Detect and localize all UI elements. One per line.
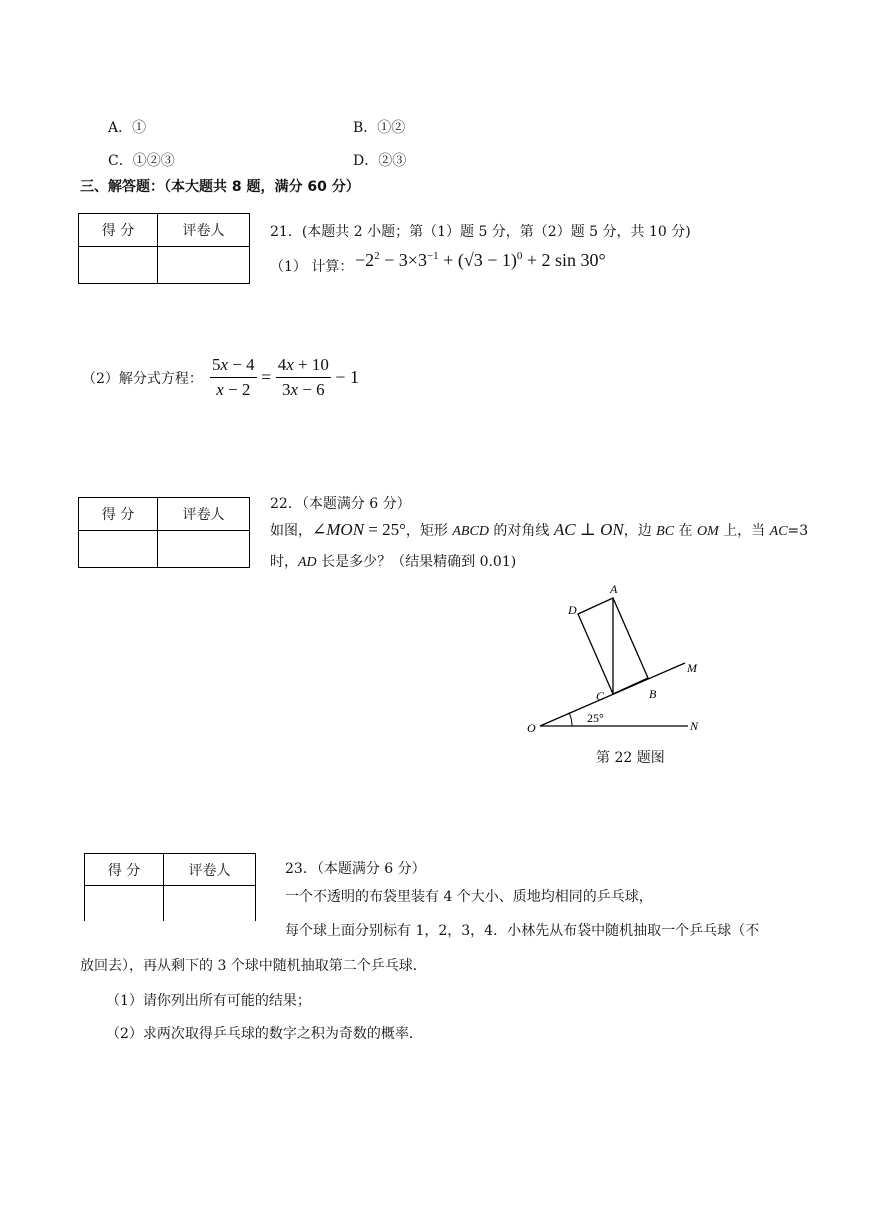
q22-ray-om: OM bbox=[696, 524, 719, 539]
q21-part2-equation: $\frac{5x - 4}{x - 2}$ = $\frac{4x + 10}{3x - 6}$ − 1 bbox=[212, 355, 359, 399]
q21-part1-expression: $-2^2 - 3\times 3^{-1} + (√3 - 1)^0 + 2$ sin 30° bbox=[355, 250, 606, 270]
label-o: O bbox=[527, 721, 536, 735]
grader-cell[interactable] bbox=[158, 247, 250, 284]
grader-cell[interactable] bbox=[164, 886, 256, 921]
q23-line3: 放回去），再从剩下的 3 个球中随机抽取第二个乒乓球． bbox=[80, 958, 427, 974]
q22-text: ，边 bbox=[623, 523, 657, 539]
label-n: N bbox=[690, 719, 699, 733]
q22-text: 的对角线 bbox=[488, 523, 554, 539]
option-b: B．①② bbox=[353, 120, 406, 136]
grader-header: 评卷人 bbox=[158, 498, 250, 531]
q22-text: 时， bbox=[270, 554, 298, 570]
q22-line1 bbox=[270, 520, 808, 540]
angle-arc bbox=[569, 713, 572, 727]
q22-header: 22．（本题满分 6 分） bbox=[270, 496, 411, 512]
q21-part1-label: （1） 计算： bbox=[270, 259, 354, 275]
q22-text: 在 bbox=[674, 523, 697, 539]
score-header: 得 分 bbox=[79, 214, 158, 247]
option-d: D．②③ bbox=[353, 153, 407, 169]
perpendicular-expression: AC ⊥ ON bbox=[553, 520, 624, 539]
grader-cell[interactable] bbox=[158, 531, 250, 568]
score-table-23 bbox=[84, 853, 256, 921]
q22-text: 上，当 bbox=[718, 523, 770, 539]
q22-text: =3 bbox=[787, 523, 809, 539]
score-table-22 bbox=[78, 497, 250, 568]
label-c: C bbox=[596, 689, 605, 703]
q23-line2: 每个球上面分别标有 1，2，3，4．小林先从布袋中随机抽取一个乒乓球（不 bbox=[285, 923, 760, 939]
label-m: M bbox=[687, 661, 697, 675]
q23-header: 23．（本题满分 6 分） bbox=[285, 861, 426, 877]
q22-rect-name: ABCD bbox=[452, 524, 489, 539]
q22-edge-bc: BC bbox=[656, 524, 675, 539]
q23-line1: 一个不透明的布袋里装有 4 个大小、质地均相同的乒乓球， bbox=[285, 889, 653, 905]
q22-ad: AD bbox=[298, 555, 317, 570]
section-title: 三、解答题：（本大题共 8 题，满分 60 分） bbox=[80, 179, 360, 195]
label-d: D bbox=[568, 603, 577, 617]
q22-line2 bbox=[270, 551, 516, 571]
score-cell[interactable] bbox=[85, 886, 164, 921]
label-a: A bbox=[610, 582, 618, 596]
grader-header: 评卷人 bbox=[164, 854, 256, 886]
score-cell[interactable] bbox=[79, 531, 158, 568]
figure-22 bbox=[520, 580, 720, 740]
score-header: 得 分 bbox=[79, 498, 158, 531]
label-angle: 25° bbox=[587, 711, 604, 725]
q22-text: 长是多少？（结果精确到 0.01) bbox=[316, 554, 517, 570]
q23-sub2: （2）求两次取得乒乓球的数字之积为奇数的概率． bbox=[106, 1026, 423, 1042]
grader-header: 评卷人 bbox=[158, 214, 250, 247]
q21-header: 21．(本题共 2 小题；第（1）题 5 分，第（2）题 5 分，共 10 分) bbox=[270, 224, 691, 240]
score-header: 得 分 bbox=[85, 854, 164, 886]
score-table-21 bbox=[78, 213, 250, 284]
label-b: B bbox=[649, 687, 657, 701]
q23-sub1: （1）请你列出所有可能的结果； bbox=[106, 993, 311, 1009]
option-a: A．① bbox=[108, 120, 147, 136]
figure-22-caption: 第 22 题图 bbox=[596, 750, 665, 766]
option-c: C．①②③ bbox=[108, 153, 175, 169]
angle-mon-expression: ∠MON = 25° bbox=[312, 520, 406, 539]
q22-ac: AC bbox=[769, 524, 788, 539]
q22-text: ，矩形 bbox=[405, 523, 453, 539]
score-cell[interactable] bbox=[79, 247, 158, 284]
q22-text: 如图， bbox=[270, 523, 312, 539]
q21-part2-label: （2）解分式方程： bbox=[82, 371, 203, 387]
